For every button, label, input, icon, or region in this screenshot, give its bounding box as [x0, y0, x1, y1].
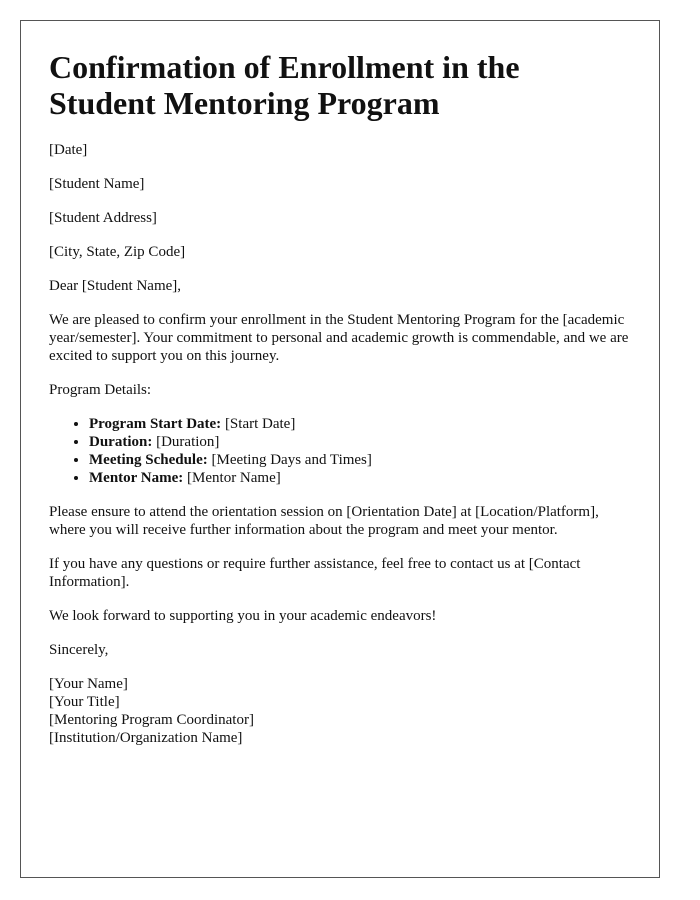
detail-value: [Meeting Days and Times]	[207, 452, 372, 468]
signature-role: [Mentoring Program Coordinator]	[49, 712, 254, 728]
detail-label: Duration:	[89, 434, 153, 450]
letter-date: [Date]	[49, 142, 88, 158]
detail-value: [Mentor Name]	[183, 470, 281, 486]
detail-label: Meeting Schedule:	[89, 452, 208, 468]
city-state-zip: [City, State, Zip Code]	[49, 244, 186, 260]
orientation-paragraph: Please ensure to attend the orientation session on [Orientation Date] at [Location/Platform], where you will receive further information about the program and meet your mentor.	[49, 504, 599, 538]
letter-page	[20, 20, 660, 878]
detail-duration	[89, 433, 631, 451]
signature-organization: [Institution/Organization Name]	[49, 730, 243, 746]
student-name: [Student Name]	[49, 176, 145, 192]
letter-title: Confirmation of Enrollment in the Student Mentoring Program	[49, 49, 520, 121]
detail-value: [Start Date]	[221, 416, 296, 432]
signature-title: [Your Title]	[49, 694, 120, 710]
valediction: Sincerely,	[49, 642, 109, 658]
questions-paragraph: If you have any questions or require further assistance, feel free to contact us at [Contact Information].	[49, 556, 581, 590]
detail-value: [Duration]	[152, 434, 220, 450]
detail-label: Mentor Name:	[89, 470, 184, 486]
intro-paragraph: We are pleased to confirm your enrollment in the Student Mentoring Program for the [academic year/semester]. Your commitment to personal and academic growth is commendable, and we are excited to support you on this journey.	[49, 312, 629, 364]
signature-block	[49, 675, 631, 747]
salutation: Dear [Student Name],	[49, 278, 182, 294]
detail-start-date	[89, 415, 631, 433]
detail-mentor-name	[89, 469, 631, 487]
details-heading: Program Details:	[49, 382, 152, 398]
student-address: [Student Address]	[49, 210, 157, 226]
detail-label: Program Start Date:	[89, 416, 222, 432]
program-details-list	[49, 415, 631, 487]
detail-meeting-schedule	[89, 451, 631, 469]
signature-name: [Your Name]	[49, 676, 128, 692]
closing-note: We look forward to supporting you in your academic endeavors!	[49, 608, 437, 624]
